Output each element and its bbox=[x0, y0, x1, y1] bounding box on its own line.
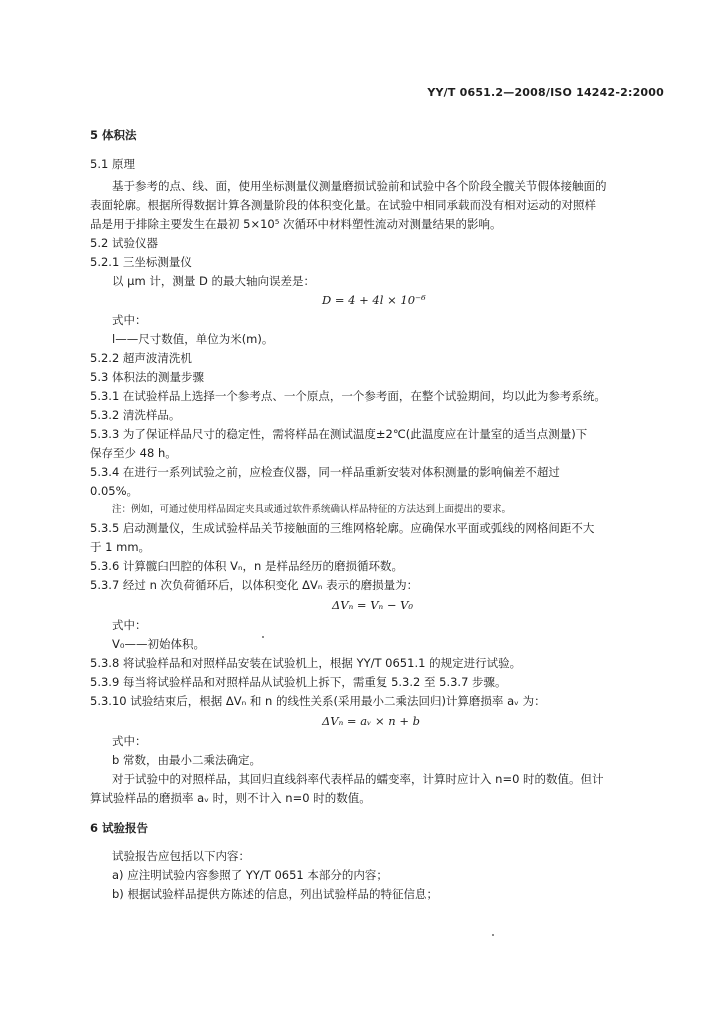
step-5-3-10: 5.3.10 试验结束后，根据 ΔVₙ 和 n 的线性关系(采用最小二乘法回归)计算磨损率 aᵥ 为： bbox=[90, 694, 546, 708]
step-5-3-5-line-2: 于 1 mm。 bbox=[90, 540, 151, 554]
paragraph-principle-line-1: 基于参考的点、线、面，使用坐标测量仪测量磨损试验前和试验中各个阶段全髋关节假体接触面的 bbox=[112, 179, 607, 193]
section-5-2-1-heading: 5.2.1 三坐标测量仪 bbox=[90, 255, 192, 269]
definition-b: b 常数，由最小二乘法确定。 bbox=[112, 753, 261, 767]
paragraph-creep-line-1: 对于试验中的对照样品，其回归直线斜率代表样品的蠕变率，计算时应计入 n=0 时的数值。但计 bbox=[112, 772, 604, 786]
step-5-3-3-line-1: 5.3.3 为了保证样品尺寸的稳定性，需将样品在测试温度±2℃(此温度应在计量室的适当点测量)下 bbox=[90, 427, 588, 441]
section-5-heading: 5 体积法 bbox=[90, 128, 137, 142]
standard-header: YY/T 0651.2—2008/ISO 14242-2:2000 bbox=[427, 86, 664, 99]
equation-axial-error: D = 4 + 4l × 10⁻⁶ bbox=[322, 293, 426, 307]
note-fixture: 注：例如，可通过使用样品固定夹具或通过软件系统确认样品特征的方法达到上面提出的要求。 bbox=[112, 504, 512, 515]
section-5-3-heading: 5.3 体积法的测量步骤 bbox=[90, 370, 204, 384]
where-label-3: 式中： bbox=[112, 734, 147, 748]
equation-wear-rate: ΔVₙ = aᵥ × n + b bbox=[322, 714, 421, 728]
paragraph-principle-line-3: 品是用于排除主要发生在最初 5×10⁵ 次循环中材料塑性流动对测量结果的影响。 bbox=[90, 217, 502, 231]
report-item-a: a) 应注明试验内容参照了 YY/T 0651 本部分的内容； bbox=[112, 868, 388, 882]
step-5-3-6: 5.3.6 计算髋臼凹腔的体积 Vₙ，n 是样品经历的磨损循环数。 bbox=[90, 559, 403, 573]
step-5-3-4-line-1: 5.3.4 在进行一系列试验之前，应检查仪器，同一样品重新安装对体积测量的影响偏差不超过 bbox=[90, 465, 560, 479]
section-5-2-2-heading: 5.2.2 超声波清洗机 bbox=[90, 351, 192, 365]
definition-l: l——尺寸数值，单位为米(m)。 bbox=[112, 332, 274, 346]
where-label-2: 式中： bbox=[112, 618, 147, 632]
step-5-3-9: 5.3.9 每当将试验样品和对照样品从试验机上拆下，需重复 5.3.2 至 5.3.7 步骤。 bbox=[90, 675, 507, 689]
paragraph-creep-line-2: 算试验样品的磨损率 aᵥ 时，则不计入 n=0 时的数值。 bbox=[90, 791, 371, 805]
step-5-3-1: 5.3.1 在试验样品上选择一个参考点、一个原点，一个参考面，在整个试验期间，均以此为参考系统。 bbox=[90, 389, 606, 403]
paragraph-measuring-error: 以 μm 计，测量 D 的最大轴向误差是： bbox=[112, 274, 315, 288]
report-item-b: b) 根据试验样品提供方陈述的信息，列出试验样品的特征信息； bbox=[112, 887, 438, 901]
step-5-3-3-line-2: 保存至少 48 h。 bbox=[90, 446, 177, 460]
section-5-2-heading: 5.2 试验仪器 bbox=[90, 236, 158, 250]
equation-volume-change: ΔVₙ = Vₙ − V₀ bbox=[332, 598, 414, 612]
paragraph-report-intro: 试验报告应包括以下内容： bbox=[112, 849, 250, 863]
section-6-heading: 6 试验报告 bbox=[90, 821, 149, 835]
where-label-1: 式中： bbox=[112, 313, 147, 327]
definition-v0: V₀——初始体积。 bbox=[112, 637, 205, 651]
step-5-3-4-line-2: 0.05%。 bbox=[90, 484, 139, 498]
step-5-3-5-line-1: 5.3.5 启动测量仪，生成试验样品关节接触面的三维网格轮廓。应确保水平面或弧线的网格间距不大 bbox=[90, 521, 595, 535]
step-5-3-7: 5.3.7 经过 n 次负荷循环后，以体积变化 ΔVₙ 表示的磨损量为： bbox=[90, 578, 419, 592]
section-5-1-heading: 5.1 原理 bbox=[90, 157, 135, 171]
scan-speck bbox=[262, 636, 264, 638]
paragraph-principle-line-2: 表面轮廓。根据所得数据计算各测量阶段的体积变化量。在试验中相同承载而没有相对运动的对照样 bbox=[90, 198, 596, 212]
step-5-3-2: 5.3.2 清洗样品。 bbox=[90, 408, 181, 422]
scan-speck bbox=[492, 934, 494, 936]
step-5-3-8: 5.3.8 将试验样品和对照样品安装在试验机上，根据 YY/T 0651.1 的规定进行试验。 bbox=[90, 656, 522, 670]
